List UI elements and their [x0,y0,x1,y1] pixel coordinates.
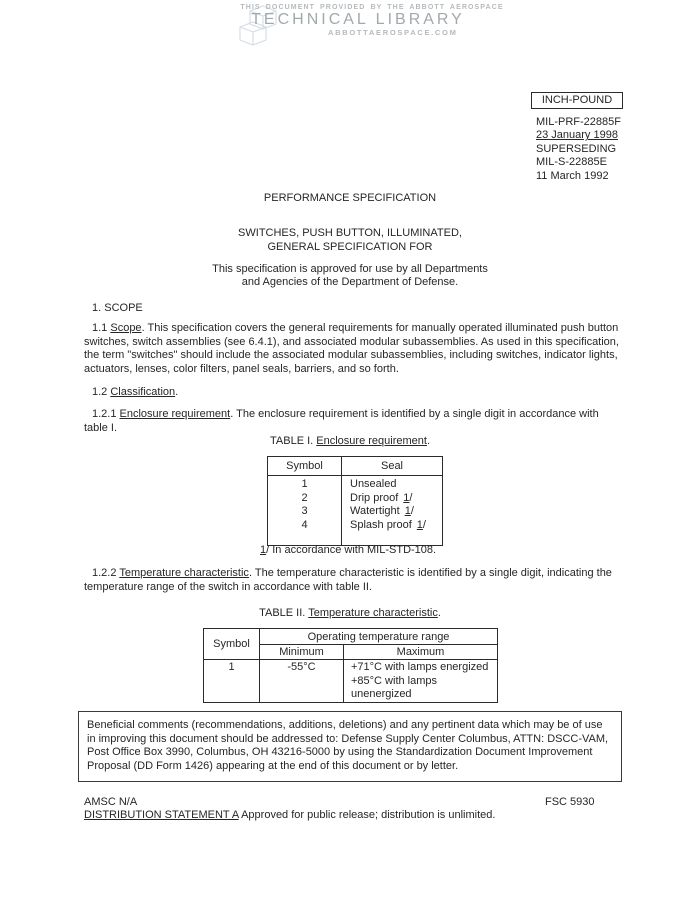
table-2-header-row-1 [204,629,498,645]
section-1-heading: 1. SCOPE [92,302,143,314]
doc-number: MIL-PRF-22885F [536,116,621,128]
paragraph-1-2 [92,386,178,400]
doc-title-line2: GENERAL SPECIFICATION FOR [267,241,433,253]
footnote-ref: 1/ [416,518,426,531]
fsc-number: FSC 5930 [545,796,595,808]
para-label: Classification [110,386,176,398]
distribution-statement-label: DISTRIBUTION STATEMENT A [84,809,239,821]
footnote-ref: 1/ [404,505,414,517]
table-row: 1 -55°C +71°C with lamps energized +85°C with lamps unenergized [204,660,498,703]
table-1-header-symbol: Symbol [268,457,342,476]
para-number: 1.2.1 [92,408,120,420]
doc-id-block [536,116,621,183]
superseding-label: SUPERSEDING [536,142,617,155]
banner-tagline: THIS DOCUMENT PROVIDED BY THE ABBOTT AEROSPACE [240,4,504,11]
table-1-footnote: 1/ In accordance with MIL-STD-108. [260,544,437,556]
beneficial-comments-text: Beneficial comments (recommendations, additions, deletions) and any pertinent data which may be of use in improving this document should be addressed to: Defense Supply Center Columbus, ATTN: DSCC-VAM, Post Office Box 3990, Columbus, OH 43216-5000 by using the Standardization Document Improvement Proposal (DD Form 1426) appearing at the end of this document or by letter. [87,719,609,772]
paragraph-1-1 [84,322,624,376]
para-label: Enclosure requirement [119,408,231,420]
paragraph-1-2-1 [84,408,624,435]
table-1-enclosure-requirement [267,456,443,546]
inch-pound-box: INCH-POUND [531,92,623,109]
para-label: Temperature characteristic [119,567,249,579]
distribution-statement [84,809,495,821]
para-text: . This specification covers the general requirements for manually operated illuminated push button switches, switch assemblies (see 6.4.1), and associated modular subassemblies. As used in this specification, the term "switches" should include the associated modular subassemblies, including switches, indicator lights, actuators, lenses, color filters, panel seals, barriers, and so forth. [84,322,619,375]
approval-statement-line2: and Agencies of the Department of Defense. [241,276,459,288]
distribution-statement-text: Approved for public release; distribution is unlimited. [238,809,496,821]
table-2-header-range: Operating temperature range [260,629,498,645]
para-number: 1.2 [92,386,111,398]
table-2-temperature-characteristic [203,628,498,703]
table-2-header-minimum: Minimum [260,645,344,660]
superseded-number: MIL-S-22885E [536,156,607,169]
table-1-caption: TABLE I. Enclosure requirement. [270,435,430,447]
max-temp-line2: +85°C with lamps unenergized [351,674,438,700]
para-text: . The enclosure requirement is identified by a single digit in accordance with table I. [84,408,599,434]
superseded-date: 11 March 1992 [536,169,609,182]
table-row: 1 Unsealed [268,476,443,492]
spec-type-heading: PERFORMANCE SPECIFICATION [263,192,437,204]
para-text: . [175,386,179,398]
table-2-header-symbol: Symbol [204,629,260,660]
para-number: 1.1 [92,322,111,334]
para-text: . The temperature characteristic is identified by a single digit, indicating the temperature range of the switch in accordance with table II. [84,567,612,593]
table-2-header-maximum: Maximum [344,645,498,660]
doc-date: 23 January 1998 [536,129,618,142]
table-row: 3 Watertight 1/ [268,505,443,519]
table-1-header-row [268,457,443,476]
amsc-number: AMSC N/A [84,796,138,808]
para-label: Scope [110,322,142,334]
footnote-ref: 1/ [403,491,413,504]
para-number: 1.2.2 [92,567,120,579]
banner-title: TECHNICAL LIBRARY [251,11,465,28]
max-temp-line1: +71°C with lamps energized [351,661,489,673]
table-row: 2 Drip proof 1/ [268,492,443,506]
approval-statement-line1: This specification is approved for use by all Departments [212,263,488,275]
beneficial-comments-box [78,711,622,782]
doc-title-line1: SWITCHES, PUSH BUTTON, ILLUMINATED, [238,227,462,239]
table-row: 4 Splash proof 1/ [268,519,443,533]
banner-site-url: ABBOTTAEROSPACE.COM [328,28,458,37]
table-1-header-seal: Seal [342,457,443,476]
table-2-caption: TABLE II. Temperature characteristic. [259,607,441,619]
paragraph-1-2-2 [84,567,624,594]
